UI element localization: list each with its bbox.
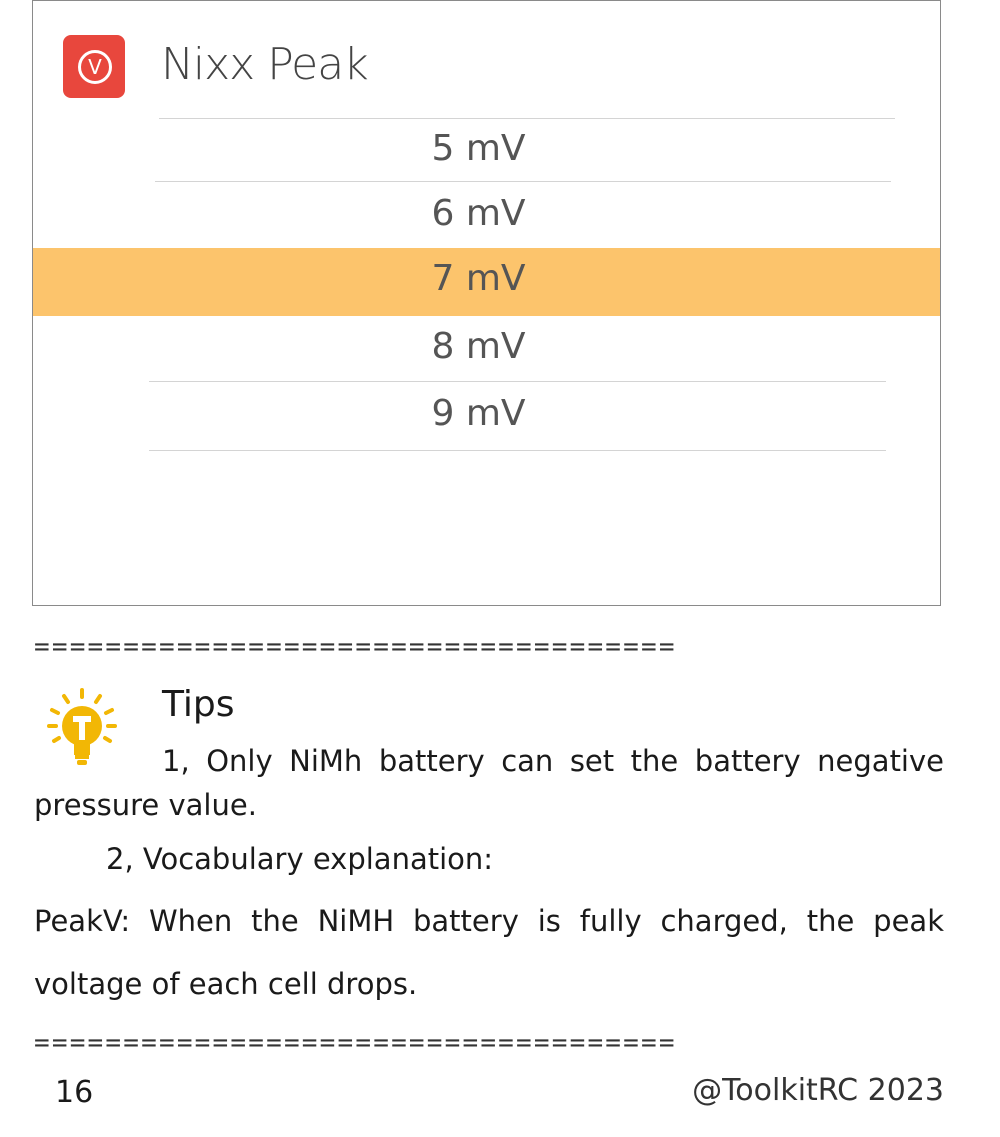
screen-title: Nixx Peak bbox=[161, 39, 368, 90]
tip-1-line-2: pressure value. bbox=[34, 788, 257, 822]
divider-bottom: ==================================== bbox=[34, 1028, 677, 1058]
option-9mv[interactable]: 9 mV bbox=[431, 393, 526, 434]
separator bbox=[149, 381, 886, 382]
definition-line-1: PeakV: When the NiMH battery is fully charged, the peak bbox=[34, 904, 944, 938]
separator bbox=[149, 450, 886, 451]
device-screen bbox=[32, 0, 941, 606]
separator bbox=[159, 118, 895, 119]
tips-title: Tips bbox=[162, 684, 235, 725]
page-number: 16 bbox=[55, 1075, 94, 1110]
separator bbox=[155, 181, 891, 182]
definition-line-2: voltage of each cell drops. bbox=[34, 967, 418, 1001]
option-5mv[interactable]: 5 mV bbox=[431, 128, 526, 169]
option-8mv[interactable]: 8 mV bbox=[431, 326, 526, 367]
divider-top: ==================================== bbox=[34, 632, 677, 662]
option-7mv-selected[interactable]: 7 mV bbox=[431, 258, 526, 299]
option-6mv[interactable]: 6 mV bbox=[431, 193, 526, 234]
tip-1-line-1: 1, Only NiMh battery can set the battery negative bbox=[162, 744, 944, 778]
copyright: @ToolkitRC 2023 bbox=[692, 1073, 944, 1108]
lightbulb-t-icon bbox=[44, 688, 120, 768]
tip-2: 2, Vocabulary explanation: bbox=[106, 842, 494, 876]
app-icon bbox=[63, 35, 125, 98]
v-logo-icon: V bbox=[78, 50, 112, 84]
